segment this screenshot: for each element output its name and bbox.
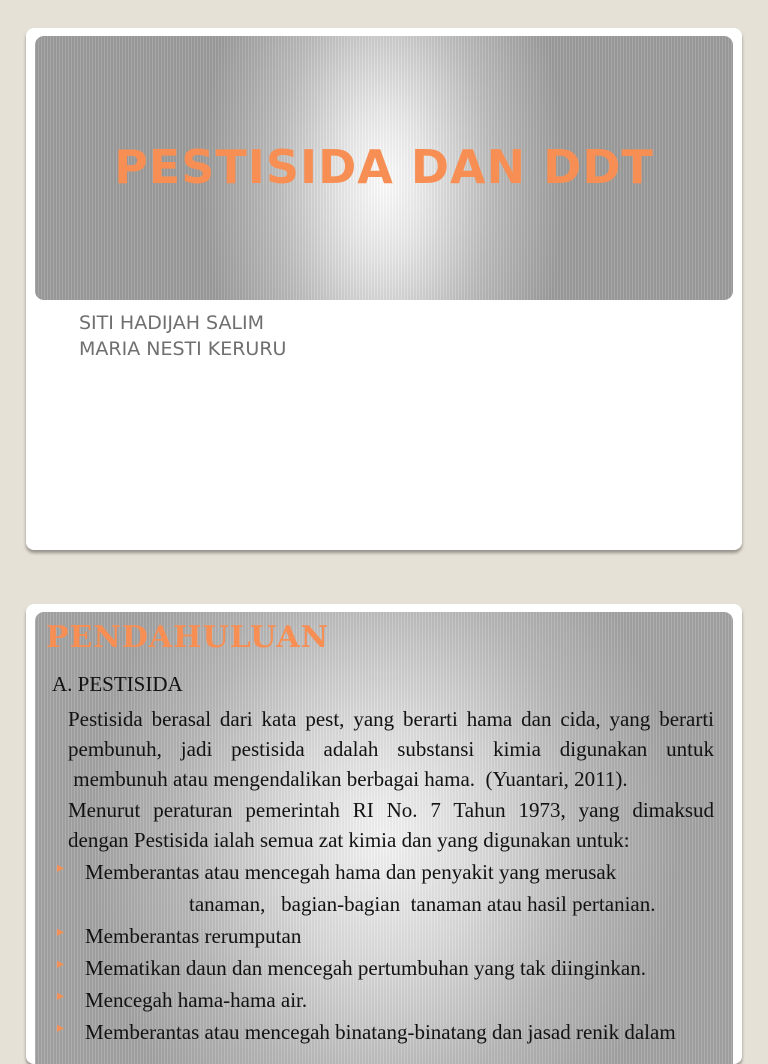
bullet-text: Mematikan daun dan mencegah pertumbuhan yang tak diinginkan. <box>85 956 647 980</box>
bullet-text: Mencegah hama-hama air. <box>85 988 308 1012</box>
regulation-paragraph <box>68 795 714 855</box>
subheading: A. PESTISIDA <box>52 672 183 696</box>
definition-paragraph <box>68 704 714 794</box>
slide-title: PESTISIDA DAN DDT <box>114 140 654 194</box>
arrow-bullet-icon: ▸ <box>57 1020 65 1036</box>
arrow-bullet-icon: ▸ <box>57 860 65 876</box>
arrow-bullet-icon: ▸ <box>57 924 65 940</box>
author-name: MARIA NESTI KERURU <box>79 338 287 360</box>
bullet-list <box>49 856 729 1048</box>
content-slide <box>26 604 742 1064</box>
paragraph-line: Pestisida berasal dari kata pest, yang berarti hama dan cida, yang berarti <box>68 707 714 731</box>
author-name: SITI HADIJAH SALIM <box>79 312 265 334</box>
title-slide <box>26 28 742 550</box>
bullet-text: Memberantas atau mencegah binatang-binatang dan jasad renik dalam <box>85 1020 676 1044</box>
paragraph-line: dengan Pestisida ialah semua zat kimia dan yang digunakan untuk: <box>68 828 630 852</box>
bullet-text: Memberantas atau mencegah hama dan penyakit yang merusak <box>85 860 617 884</box>
list-item <box>49 984 729 1016</box>
bullet-continuation: tanaman, bagian-bagian tanaman atau hasil pertanian. <box>189 892 656 916</box>
section-heading: PENDAHULUAN <box>46 620 330 655</box>
title-banner <box>35 36 733 300</box>
bullet-text: Memberantas rerumputan <box>85 924 302 948</box>
paragraph-line: Menurut peraturan pemerintah RI No. 7 Tahun 1973, yang dimaksud <box>68 798 714 822</box>
paragraph-line: pembunuh, jadi pestisida adalah substansi kimia digunakan untuk <box>68 737 714 761</box>
arrow-bullet-icon: ▸ <box>57 988 65 1004</box>
arrow-bullet-icon: ▸ <box>57 956 65 972</box>
content-panel <box>35 612 733 1064</box>
author-list <box>79 310 286 362</box>
list-item <box>49 1016 729 1048</box>
list-item <box>49 952 729 984</box>
list-item <box>49 856 729 920</box>
list-item <box>49 920 729 952</box>
paragraph-line: membunuh atau mengendalikan berbagai hama. (Yuantari, 2011). <box>68 767 628 791</box>
